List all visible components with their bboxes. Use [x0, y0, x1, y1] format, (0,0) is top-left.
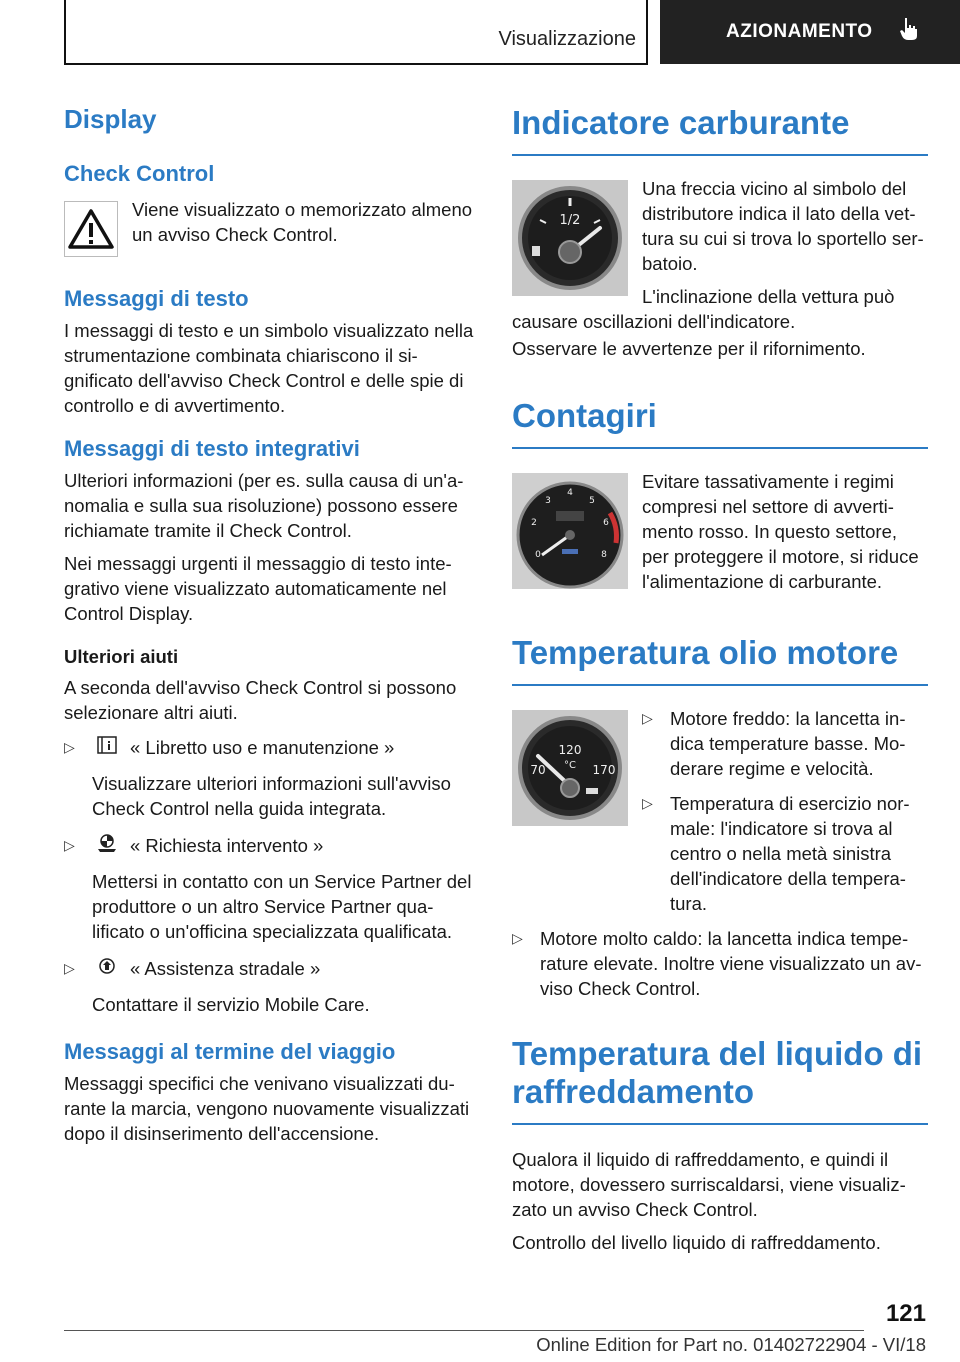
page-number: 121	[885, 1300, 926, 1327]
hand-pointer-icon	[897, 16, 921, 48]
oil-bullet-cold	[642, 706, 928, 781]
header-bottom-rule	[64, 63, 648, 65]
oil-gauge-unit-label: °C	[564, 759, 576, 771]
help-bullet-service	[64, 833, 478, 944]
further-help-heading: Ulteriori aiuti	[64, 646, 179, 667]
fuel-block	[512, 176, 928, 334]
tachometer-heading: Contagiri	[512, 396, 657, 434]
fuel-text-3: Osservare le avvertenze per il rifornimento.	[512, 337, 866, 359]
oil-gauge-mid-label: 120	[558, 742, 582, 757]
end-trip-messages-text: Messaggi specifici che venivano visualizzati du-rante la marcia, vengono nuovamente visualizzati dopo il disinserimento dell'accensione.	[64, 1073, 470, 1145]
bullet-arrow-icon: ▷	[64, 837, 75, 854]
integrative-text-2: Nei messaggi urgenti il messaggio di testo inte-grativo viene visualizzato automaticamente nel Control Display.	[64, 553, 452, 624]
oil-bullet-normal	[642, 791, 928, 916]
check-control-heading: Check Control	[64, 161, 215, 186]
display-heading: Display	[64, 104, 157, 134]
oil-bullet-hot	[512, 926, 928, 1001]
right-column	[512, 96, 928, 1255]
coolant-text-2: Controllo del livello liquido di raffreddamento.	[512, 1231, 881, 1253]
end-trip-messages-heading: Messaggi al termine del viaggio	[64, 1039, 396, 1065]
warning-triangle-icon	[64, 201, 118, 262]
fuel-heading-rule	[512, 154, 928, 156]
oil-block	[512, 706, 928, 916]
help-bullet-manual	[64, 735, 478, 821]
check-control-text: Viene visualizzato o memorizzato almeno un avviso Check Control.	[132, 199, 473, 245]
tach-tick-2: 2	[531, 517, 537, 528]
edition-note: Online Edition for Part no. 01402722904 - VI/18	[536, 1334, 926, 1355]
integrative-text-1: Ulteriori informazioni (per es. sulla causa di un'a-nomalia e sulla sua risoluzione) possono essere richiamate tramite il Check Control.	[64, 470, 464, 541]
fuel-gauge-heading: Indicatore carburante	[512, 104, 850, 141]
help-bullet-service-label: « Richiesta intervento »	[130, 835, 324, 857]
text-messages-text: I messaggi di testo e un simbolo visualizzato nella strumentazione combinata chiariscono il si-gnificato dell'avviso Check Control e delle spie di controllo e di avvertimento.	[64, 320, 474, 416]
tach-tick-8: 8	[601, 549, 607, 560]
fuel-text-1: Una freccia vicino al simbolo del distributore indica il lato della vet-tura su cui si trova lo sportello ser-batoio.	[642, 177, 924, 274]
oil-gauge-high-label: 170	[592, 762, 616, 777]
tach-tick-5: 5	[589, 495, 595, 506]
oil-temperature-heading: Temperatura olio motore	[512, 633, 899, 671]
header-divider	[646, 0, 648, 64]
tachometer-text: Evitare tassativamente i regimi compresi nel settore di avverti-mento rosso. In questo settore, per proteggere il motore, si riduce l'alimentazione di carburante.	[642, 470, 919, 592]
header-chapter-label: AZIONAMENTO	[726, 21, 873, 42]
header-left-rule	[64, 0, 66, 64]
bullet-arrow-icon: ▷	[512, 929, 523, 946]
tachometer-block	[512, 469, 928, 602]
tach-tick-3: 3	[545, 495, 551, 506]
oil-bullet-normal-text: Temperatura di esercizio nor-male: l'indicatore si trova al centro o nella metà sinistra dell'indicatore della tempera-tura.	[670, 792, 910, 914]
coolant-text-1: Qualora il liquido di raffreddamento, e quindi il motore, dovessero surriscaldarsi, viene visualiz-zato un avviso Check Control.	[512, 1148, 906, 1220]
tach-tick-4: 4	[567, 487, 573, 498]
tach-tick-6: 6	[603, 517, 609, 528]
coolant-temperature-heading: Temperatura del liquido di raffreddamento	[512, 1034, 923, 1110]
tachometer-image	[512, 473, 628, 594]
help-bullet-roadside-text: Contattare il servizio Mobile Care.	[92, 994, 370, 1016]
bullet-arrow-icon: ▷	[64, 739, 75, 755]
bullet-arrow-icon: ▷	[642, 794, 653, 811]
oil-bullet-cold-text: Motore freddo: la lancetta in-dica temperature basse. Mo-derare regime e velocità.	[670, 707, 906, 779]
further-help-text: A seconda dell'avviso Check Control si possono selezionare altri aiuti.	[64, 677, 457, 723]
fuel-gauge-image	[512, 180, 628, 301]
bullet-arrow-icon: ▷	[642, 709, 653, 726]
fuel-gauge-half-label: 1/2	[559, 212, 581, 228]
oil-temperature-gauge-image	[512, 710, 628, 831]
help-bullet-manual-label: « Libretto uso e manutenzione »	[130, 737, 395, 758]
help-bullet-manual-text: Visualizzare ulteriori informazioni sull'avviso Check Control nella guida integrata.	[92, 773, 451, 820]
oil-heading-rule	[512, 684, 928, 686]
header-chapter-tab	[660, 0, 960, 64]
left-column	[64, 96, 478, 1146]
header-section-title: Visualizzazione	[498, 28, 636, 50]
help-bullet-service-text: Mettersi in contatto con un Service Partner del produttore o un altro Service Partner qua-lificato o un'officina specializzata qualificata.	[92, 871, 472, 943]
oil-gauge-low-label: 70	[530, 762, 546, 777]
integrative-messages-heading: Messaggi di testo integrativi	[64, 436, 360, 461]
help-bullet-roadside	[64, 956, 478, 1017]
bullet-arrow-icon: ▷	[64, 960, 75, 977]
text-messages-heading: Messaggi di testo	[64, 286, 249, 311]
oil-bullet-hot-text: Motore molto caldo: la lancetta indica tempe-rature elevate. Inoltre viene visualizzato un av-viso Check Control.	[540, 927, 922, 999]
roadside-assistance-icon	[96, 956, 118, 982]
tachometer-heading-rule	[512, 447, 928, 449]
book-info-icon	[96, 735, 118, 761]
tach-tick-0: 0	[535, 549, 541, 560]
check-control-block	[64, 197, 478, 270]
help-bullet-roadside-label: « Assistenza stradale »	[130, 958, 321, 980]
bmw-service-icon	[96, 833, 118, 859]
fuel-text-2: L'inclinazione della vettura può causare oscillazioni dell'indicatore.	[512, 285, 895, 332]
footer-rule	[64, 1330, 864, 1331]
coolant-heading-rule	[512, 1123, 928, 1125]
